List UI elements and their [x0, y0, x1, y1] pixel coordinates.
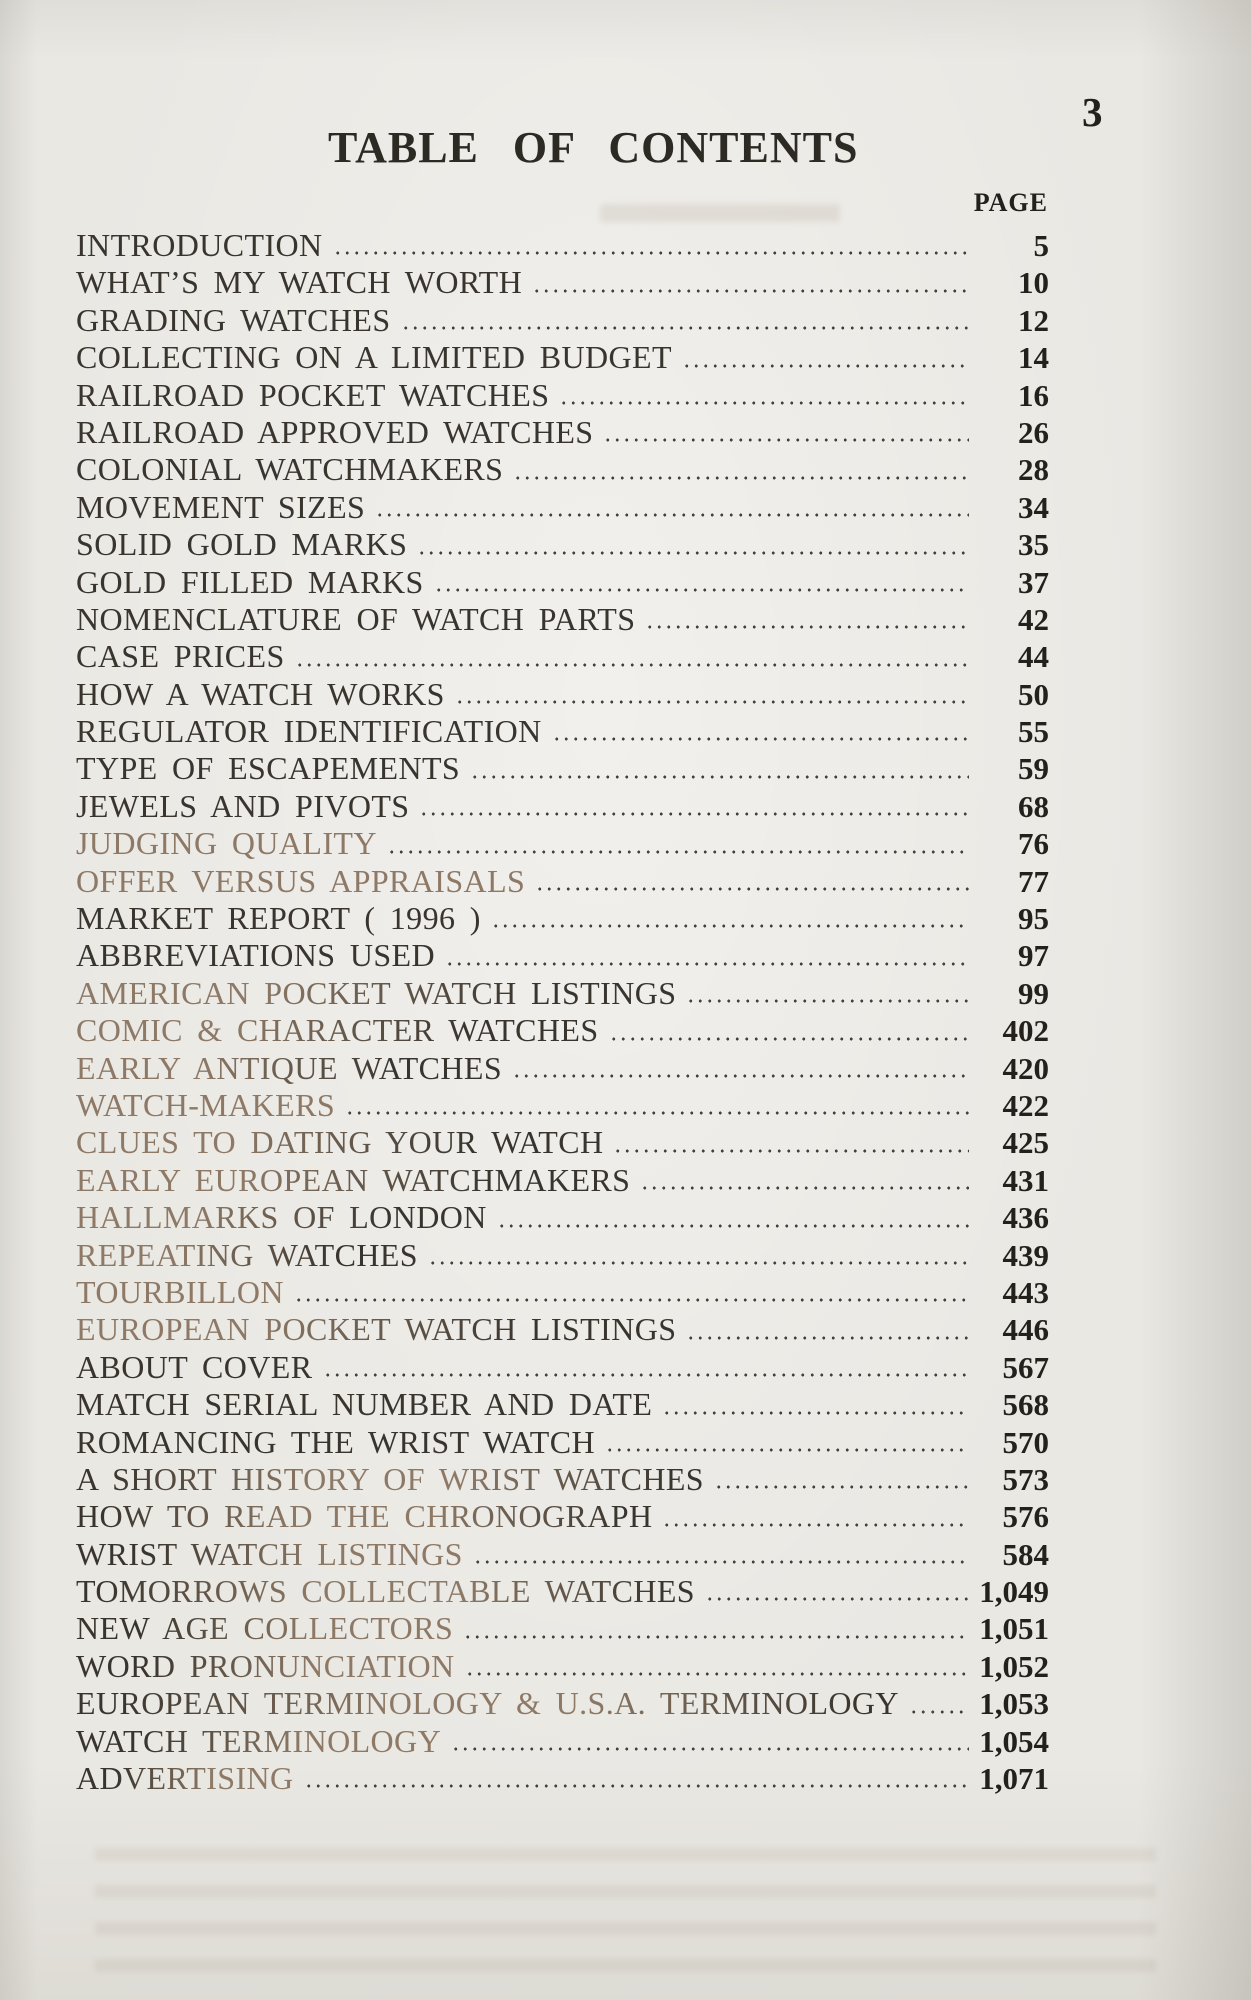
dot-leader: [609, 1012, 969, 1049]
dot-leader: [645, 601, 969, 638]
toc-row: [76, 1274, 1049, 1311]
toc-entry-title: HALLMARKS OF LONDON: [76, 1199, 487, 1236]
toc-row: [76, 1610, 1049, 1647]
dot-leader: [428, 1237, 969, 1274]
toc-row: [76, 1050, 1049, 1087]
toc-row: [76, 302, 1049, 339]
toc-entry-title: WHAT’S MY WATCH WORTH: [76, 264, 523, 301]
dot-leader: [401, 302, 969, 339]
toc-entry-page: 1,054: [979, 1723, 1049, 1759]
dot-leader: [455, 676, 969, 713]
toc-row: [76, 788, 1049, 825]
toc-entry-page: 1,053: [979, 1686, 1049, 1722]
toc-entry-title: NEW AGE COLLECTORS: [76, 1610, 454, 1647]
toc-entry-page: 570: [1002, 1424, 1049, 1460]
toc-list: [76, 227, 1049, 1797]
toc-entry-title: GRADING WATCHES: [76, 301, 391, 338]
toc-entry-title: RAILROAD APPROVED WATCHES: [76, 413, 594, 450]
toc-row: [76, 1424, 1049, 1461]
toc-entry-page: 1,051: [979, 1611, 1049, 1647]
page-column-header: PAGE: [973, 188, 1048, 217]
dot-leader: [419, 788, 969, 825]
dot-leader: [535, 863, 969, 900]
toc-entry-page: 28: [1018, 452, 1049, 488]
toc-entry-page: 576: [1002, 1499, 1049, 1535]
toc-row: [76, 451, 1049, 488]
dot-leader: [513, 451, 969, 488]
toc-row: [76, 1723, 1049, 1760]
toc-entry-page: 446: [1002, 1312, 1049, 1348]
toc-entry-page: 439: [1002, 1237, 1049, 1273]
toc-entry-page: 59: [1018, 751, 1049, 787]
dot-leader: [473, 1536, 969, 1573]
toc-entry-page: 76: [1018, 826, 1049, 862]
toc-entry-page: 50: [1018, 676, 1049, 712]
toc-entry-title: ROMANCING THE WRIST WATCH: [76, 1423, 595, 1460]
toc-entry-title: ABOUT COVER: [76, 1348, 313, 1385]
toc-entry-title: OFFER VERSUS APPRAISALS: [76, 862, 526, 899]
toc-entry-title: TOURBILLON: [76, 1273, 284, 1310]
toc-row: [76, 264, 1049, 301]
toc-entry-page: 97: [1018, 938, 1049, 974]
toc-entry-title: ADVERTISING: [76, 1760, 294, 1797]
toc-entry-page: 14: [1018, 340, 1049, 376]
toc-entry-page: 5: [1033, 228, 1049, 263]
dot-leader: [686, 1311, 969, 1348]
toc-row: [76, 1536, 1049, 1573]
dot-leader: [345, 1087, 969, 1124]
bleed-through-smudge: [600, 204, 840, 222]
toc-entry-title: RAILROAD POCKET WATCHES: [76, 376, 550, 413]
toc-row: [76, 975, 1049, 1012]
toc-row: [76, 526, 1049, 563]
toc-entry-title: REPEATING WATCHES: [76, 1236, 419, 1273]
toc-entry-title: COLLECTING ON A LIMITED BUDGET: [76, 339, 672, 376]
toc-entry-title: WRIST WATCH LISTINGS: [76, 1535, 463, 1572]
toc-row: [76, 1498, 1049, 1535]
toc-entry-title: ABBREVIATIONS USED: [76, 937, 435, 974]
toc-entry-page: 26: [1018, 414, 1049, 450]
dot-leader: [387, 825, 969, 862]
toc-entry-page: 12: [1018, 302, 1049, 338]
toc-row: [76, 1087, 1049, 1124]
toc-row: [76, 414, 1049, 451]
toc-entry-page: 10: [1018, 265, 1049, 301]
toc-entry-title: CLUES TO DATING YOUR WATCH: [76, 1124, 604, 1161]
dot-leader: [552, 713, 969, 750]
toc-entry-title: MARKET REPORT ( 1996 ): [76, 900, 481, 937]
toc-entry-title: JEWELS AND PIVOTS: [76, 787, 410, 824]
page-number: 3: [1082, 89, 1103, 135]
toc-entry-page: 436: [1002, 1200, 1049, 1236]
toc-entry-page: 35: [1018, 527, 1049, 563]
dot-leader: [491, 900, 969, 937]
toc-row: [76, 1573, 1049, 1610]
toc-row: [76, 1648, 1049, 1685]
toc-entry-title: JUDGING QUALITY: [76, 825, 377, 862]
toc-entry-title: GOLD FILLED MARKS: [76, 563, 424, 600]
page-title: TABLE OF CONTENTS: [328, 123, 859, 172]
toc-entry-page: 55: [1018, 714, 1049, 750]
toc-entry-title: WATCH-MAKERS: [76, 1086, 336, 1123]
dot-leader: [333, 227, 969, 264]
toc-row: [76, 489, 1049, 526]
toc-entry-page: 68: [1018, 788, 1049, 824]
dot-leader: [304, 1760, 969, 1797]
dot-leader: [470, 750, 969, 787]
dot-leader: [463, 1610, 969, 1647]
toc-row: [76, 900, 1049, 937]
dot-leader: [375, 489, 969, 526]
toc-entry-page: 1,049: [979, 1574, 1049, 1610]
toc-row: [76, 1685, 1049, 1722]
toc-entry-page: 402: [1002, 1013, 1049, 1049]
toc-entry-page: 44: [1018, 639, 1049, 675]
toc-row: [76, 1311, 1049, 1348]
dot-leader: [909, 1685, 969, 1722]
toc-row: [76, 1237, 1049, 1274]
toc-entry-title: COLONIAL WATCHMAKERS: [76, 451, 504, 488]
toc-entry-title: A SHORT HISTORY OF WRIST WATCHES: [76, 1460, 704, 1497]
dot-leader: [497, 1199, 969, 1236]
dot-leader: [686, 975, 969, 1012]
toc-entry-page: 1,052: [979, 1648, 1049, 1684]
toc-entry-page: 16: [1018, 377, 1049, 413]
toc-row: [76, 676, 1049, 713]
dot-leader: [714, 1461, 969, 1498]
toc-entry-page: 420: [1002, 1050, 1049, 1086]
toc-entry-page: 37: [1018, 564, 1049, 600]
toc-row: [76, 377, 1049, 414]
toc-entry-title: HOW A WATCH WORKS: [76, 675, 445, 712]
toc-entry-title: WORD PRONUNCIATION: [76, 1647, 455, 1684]
dot-leader: [613, 1124, 969, 1161]
toc-entry-page: 573: [1002, 1461, 1049, 1497]
toc-entry-title: COMIC & CHARACTER WATCHES: [76, 1012, 599, 1049]
toc-entry-title: EARLY EUROPEAN WATCHMAKERS: [76, 1161, 631, 1198]
toc-entry-page: 99: [1018, 975, 1049, 1011]
toc-entry-page: 42: [1018, 601, 1049, 637]
dot-leader: [603, 414, 969, 451]
toc-entry-page: 443: [1002, 1274, 1049, 1310]
dot-leader: [295, 638, 969, 675]
toc-entry-title: NOMENCLATURE OF WATCH PARTS: [76, 600, 636, 637]
toc-row: [76, 339, 1049, 376]
toc-entry-page: 77: [1018, 863, 1049, 899]
toc-entry-title: REGULATOR IDENTIFICATION: [76, 713, 542, 750]
dot-leader: [662, 1386, 969, 1423]
toc-entry-title: AMERICAN POCKET WATCH LISTINGS: [76, 974, 677, 1011]
dot-leader: [294, 1274, 969, 1311]
toc-row: [76, 227, 1049, 264]
toc-row: [76, 638, 1049, 675]
toc-entry-title: MOVEMENT SIZES: [76, 488, 366, 525]
toc-entry-page: 422: [1002, 1087, 1049, 1123]
toc-row: [76, 713, 1049, 750]
dot-leader: [434, 564, 969, 601]
bleed-through-paragraph: [95, 1848, 1156, 1978]
dot-leader: [662, 1498, 969, 1535]
toc-entry-title: WATCH TERMINOLOGY: [76, 1722, 442, 1759]
toc-entry-page: 584: [1002, 1536, 1049, 1572]
toc-row: [76, 1349, 1049, 1386]
toc-entry-page: 95: [1018, 901, 1049, 937]
toc-row: [76, 1012, 1049, 1049]
toc-entry-title: EUROPEAN TERMINOLOGY & U.S.A. TERMINOLOGY: [76, 1685, 899, 1722]
toc-row: [76, 863, 1049, 900]
toc-entry-title: MATCH SERIAL NUMBER AND DATE: [76, 1386, 653, 1423]
dot-leader: [605, 1424, 969, 1461]
toc-entry-page: 431: [1002, 1162, 1049, 1198]
toc-row: [76, 1199, 1049, 1236]
dot-leader: [682, 339, 969, 376]
toc-entry-title: INTRODUCTION: [76, 227, 323, 263]
toc-row: [76, 750, 1049, 787]
toc-entry-title: TYPE OF ESCAPEMENTS: [76, 750, 461, 787]
toc-entry-page: 34: [1018, 489, 1049, 525]
toc-entry-page: 567: [1002, 1349, 1049, 1385]
toc-entry-title: TOMORROWS COLLECTABLE WATCHES: [76, 1573, 695, 1610]
dot-leader: [451, 1723, 969, 1760]
toc-entry-title: CASE PRICES: [76, 638, 285, 675]
toc-row: [76, 1162, 1049, 1199]
toc-entry-page: 568: [1002, 1387, 1049, 1423]
toc-row: [76, 1461, 1049, 1498]
dot-leader: [465, 1648, 969, 1685]
toc-row: [76, 937, 1049, 974]
toc-row: [76, 1760, 1049, 1797]
toc-row: [76, 601, 1049, 638]
dot-leader: [532, 264, 969, 301]
toc-entry-page: 1,071: [979, 1761, 1049, 1797]
dot-leader: [559, 377, 969, 414]
dot-leader: [323, 1349, 970, 1386]
toc-row: [76, 1386, 1049, 1423]
toc-row: [76, 825, 1049, 862]
toc-entry-title: EUROPEAN POCKET WATCH LISTINGS: [76, 1311, 677, 1348]
dot-leader: [705, 1573, 969, 1610]
toc-row: [76, 564, 1049, 601]
dot-leader: [445, 937, 969, 974]
toc-entry-title: SOLID GOLD MARKS: [76, 526, 408, 563]
toc-entry-title: HOW TO READ THE CHRONOGRAPH: [76, 1498, 653, 1535]
toc-entry-title: EARLY ANTIQUE WATCHES: [76, 1049, 503, 1086]
dot-leader: [512, 1050, 969, 1087]
toc-row: [76, 1124, 1049, 1161]
toc-entry-page: 425: [1002, 1125, 1049, 1161]
dot-leader: [640, 1162, 969, 1199]
dot-leader: [417, 526, 969, 563]
